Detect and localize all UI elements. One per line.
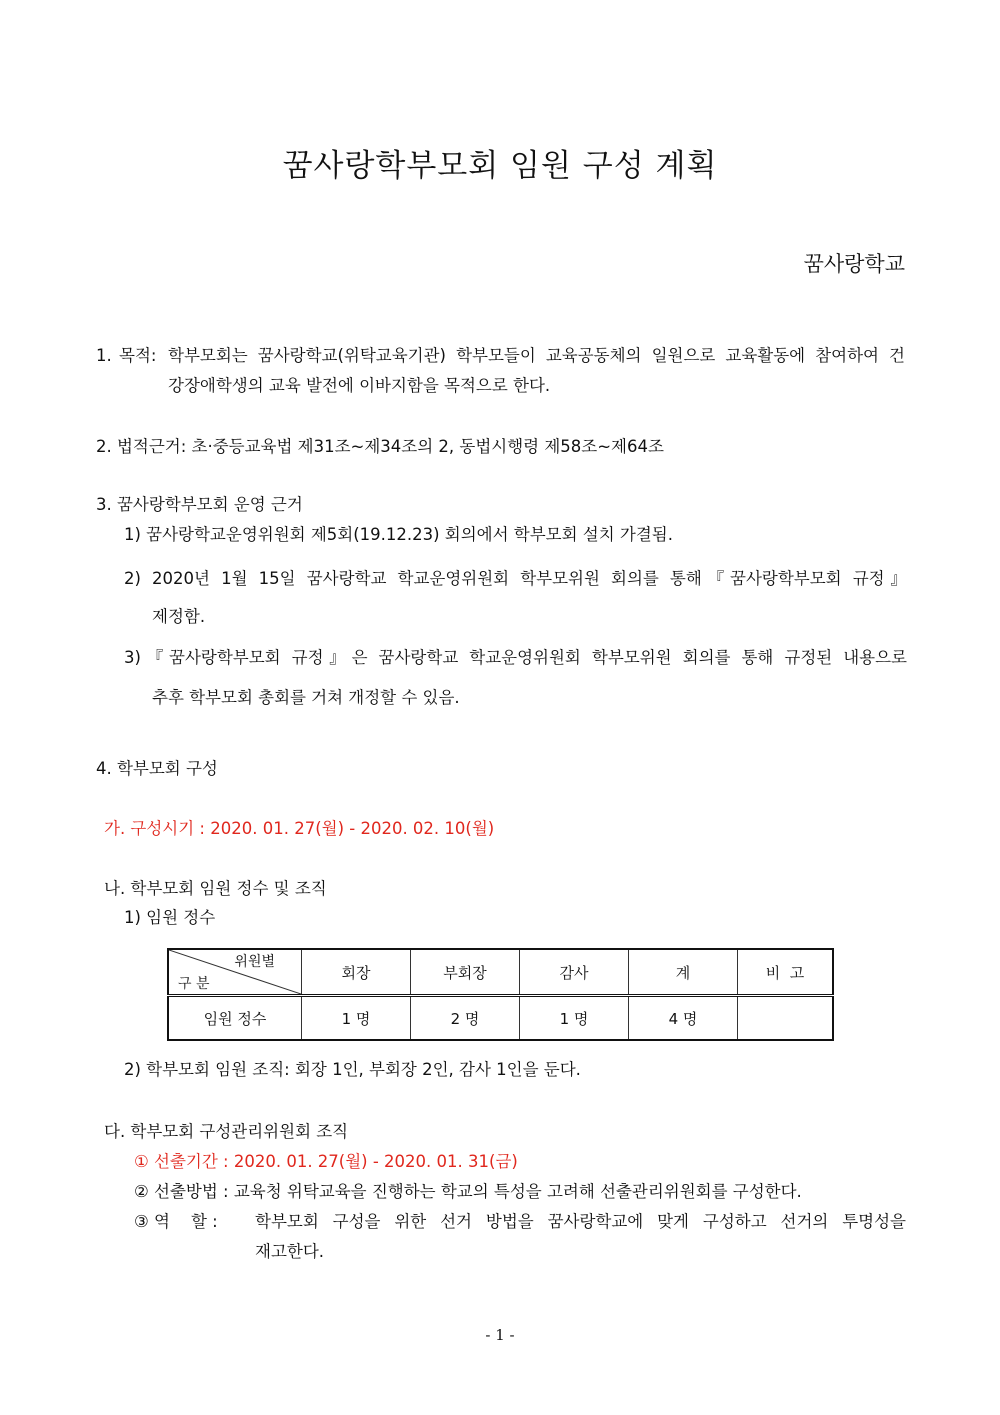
section-4-heading: 4. 학부모회 구성 xyxy=(96,759,218,778)
section-4-da-item-3-line2: 재고한다. xyxy=(255,1242,325,1261)
table-cell: 1 명 xyxy=(302,996,411,1041)
section-4-na-sub1: 1) 임원 정수 xyxy=(124,908,216,927)
section-4-da-item-3-prefix: ③ 역 할 : xyxy=(134,1212,218,1231)
table-header: 비 고 xyxy=(738,949,834,996)
corner-bottom-label: 구 분 xyxy=(178,976,210,992)
table-header: 회장 xyxy=(302,949,411,996)
section-3-item-3-line1: 3)『꿈사랑학부모회 규정』은 꿈사랑학교 학교운영위원회 학부모위원 회의를 통해 규정된 내용으로 xyxy=(124,648,907,667)
table-header-row xyxy=(168,949,833,996)
section-4-da-item-3-line1: 학부모회 구성을 위한 선거 방법을 꿈사랑학교에 맞게 구성하고 선거의 투명성을 xyxy=(255,1212,906,1231)
officer-count-table xyxy=(167,948,834,1041)
section-1-line2: 강장애학생의 교육 발전에 이바지함을 목적으로 한다. xyxy=(168,376,551,395)
section-3-item-2-line2: 제정함. xyxy=(152,607,206,626)
table-header: 감사 xyxy=(520,949,629,996)
table-cell: 2 명 xyxy=(411,996,520,1041)
section-3-item-3-line2: 추후 학부모회 총회를 거쳐 개정할 수 있음. xyxy=(152,688,460,707)
section-4-da-item-2: ② 선출방법 : 교육청 위탁교육을 진행하는 학교의 특성을 고려해 선출관리위원회를 구성한다. xyxy=(134,1182,802,1201)
section-1-number: 1. xyxy=(96,346,112,365)
table-header: 계 xyxy=(629,949,738,996)
section-3-item-1: 1) 꿈사랑학교운영위원회 제5회(19.12.23) 회의에서 학부모회 설치 가결됨. xyxy=(124,525,673,544)
section-3-heading: 3. 꿈사랑학부모회 운영 근거 xyxy=(96,495,303,514)
section-4-da-heading: 다. 학부모회 구성관리위원회 조직 xyxy=(104,1122,349,1141)
page-title: 꿈사랑학부모회 임원 구성 계획 xyxy=(282,148,718,184)
section-3-item-2-line1: 2) 2020년 1월 15일 꿈사랑학교 학교운영위원회 학부모위원 회의를 통해『꿈사랑학부모회 규정』 xyxy=(124,569,907,588)
section-1-line1: 학부모회는 꿈사랑학교(위탁교육기관) 학부모들이 교육공동체의 일원으로 교육활동에 참여하여 건 xyxy=(168,346,905,365)
section-4-na-heading: 나. 학부모회 임원 정수 및 조직 xyxy=(104,879,327,898)
table-row-label: 임원 정수 xyxy=(168,996,302,1041)
section-4-ga-period: 가. 구성시기 : 2020. 01. 27(월) - 2020. 02. 10(월) xyxy=(104,819,495,838)
table-cell xyxy=(738,996,834,1041)
table-corner-cell xyxy=(168,949,302,996)
table-cell: 4 명 xyxy=(629,996,738,1041)
section-4-da-item-1: ① 선출기간 : 2020. 01. 27(월) - 2020. 01. 31(금) xyxy=(134,1152,518,1171)
section-2-text: 2. 법적근거: 초·중등교육법 제31조~제34조의 2, 동법시행령 제58조~제64조 xyxy=(96,437,664,456)
school-name: 꿈사랑학교 xyxy=(803,252,905,276)
corner-top-label: 위원별 xyxy=(234,954,275,970)
section-1-label: 목적: xyxy=(119,346,157,365)
table-header: 부회장 xyxy=(411,949,520,996)
table-row xyxy=(168,996,833,1041)
page-number: - 1 - xyxy=(485,1326,515,1344)
table-cell: 1 명 xyxy=(520,996,629,1041)
section-4-na-sub2: 2) 학부모회 임원 조직: 회장 1인, 부회장 2인, 감사 1인을 둔다. xyxy=(124,1060,581,1079)
